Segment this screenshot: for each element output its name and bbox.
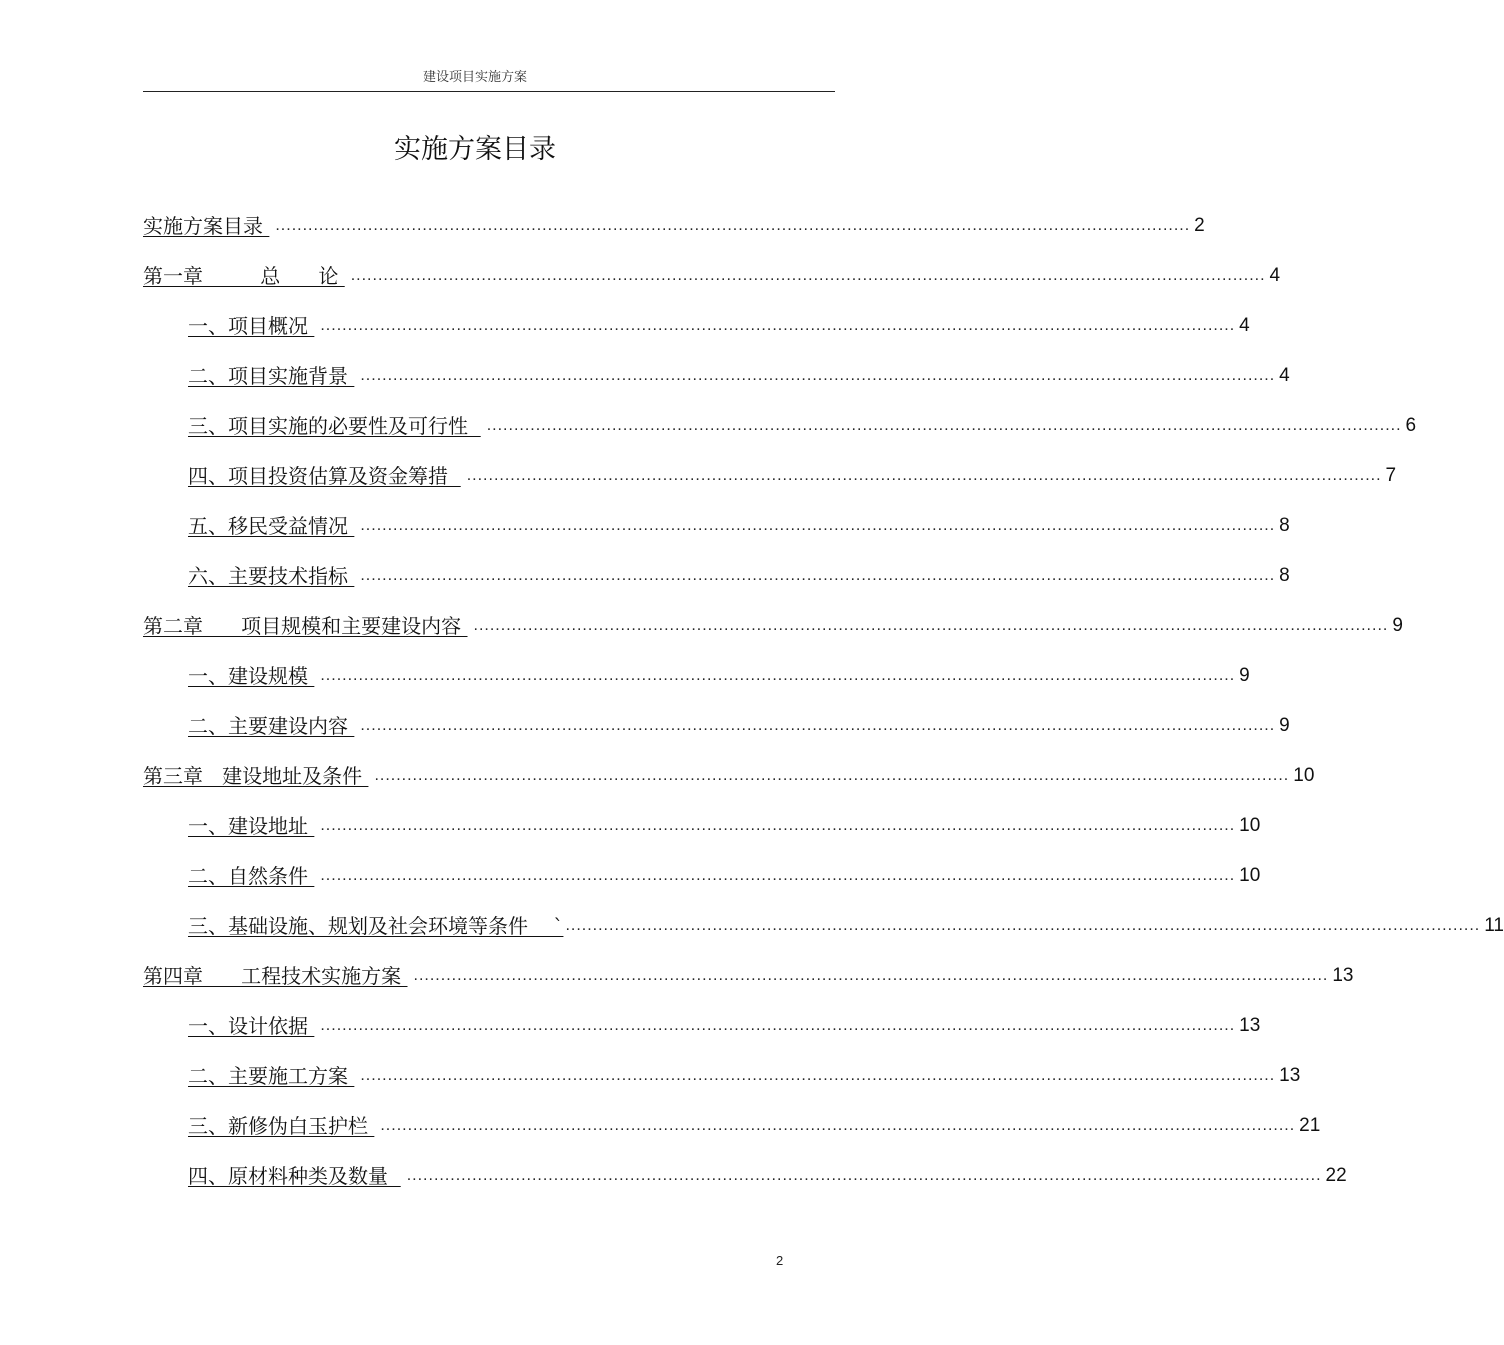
toc-entry[interactable] (188, 561, 1290, 591)
header-title: 建设项目实施方案 (422, 70, 527, 85)
toc-entry[interactable] (188, 1061, 1301, 1091)
toc-entry[interactable] (143, 211, 1205, 241)
toc-entry-page: 13 (1279, 1065, 1301, 1086)
toc-leader-dots: ........................................................................................................................................................................ (320, 317, 1236, 334)
toc-leader-dots: ........................................................................................................................................................................ (360, 367, 1276, 384)
toc-entry-label: 第二章 项目规模和主要建设内容 (143, 614, 468, 638)
toc-leader-dots: ........................................................................................................................................................................ (473, 617, 1389, 634)
toc-entry-page: 10 (1239, 865, 1261, 886)
toc-entry[interactable] (188, 511, 1290, 541)
toc-leader-dots: ........................................................................................................................................................................ (320, 817, 1236, 834)
toc-entry-label: 四、项目投资估算及资金筹措 (188, 464, 461, 488)
toc-leader-dots: ........................................................................................................................................................................ (320, 867, 1236, 884)
toc-entry[interactable] (188, 1161, 1347, 1191)
toc-entry[interactable] (188, 811, 1261, 841)
toc-entry-label: 一、设计依据 (188, 1014, 315, 1038)
toc-entry-page: 10 (1293, 765, 1315, 786)
toc-entry[interactable] (188, 361, 1290, 391)
toc-entry-page: 7 (1385, 465, 1397, 486)
toc-leader-dots: ........................................................................................................................................................................ (374, 767, 1290, 784)
page-number: 2 (776, 1253, 784, 1268)
toc-entry[interactable] (188, 461, 1397, 491)
toc-leader-dots: ........................................................................................................................................................................ (275, 217, 1191, 234)
toc-leader-dots: ........................................................................................................................................................................ (406, 1167, 1322, 1184)
toc-leader-dots: ........................................................................................................................................................................ (380, 1117, 1296, 1134)
toc-entry[interactable] (188, 711, 1290, 741)
toc-leader-dots: ........................................................................................................................................................................ (320, 667, 1236, 684)
toc-entry-label: 二、主要建设内容 (188, 714, 355, 738)
toc-entry-label: 一、建设地址 (188, 814, 315, 838)
toc-leader-dots: ........................................................................................................................................................................ (320, 1017, 1236, 1034)
toc-leader-dots: ........................................................................................................................................................................ (360, 567, 1276, 584)
toc-entry[interactable] (188, 861, 1261, 891)
page-title: 实施方案目录 (394, 134, 556, 165)
toc-entry-label: 二、自然条件 (188, 864, 315, 888)
toc-entry-label: 二、主要施工方案 (188, 1064, 355, 1088)
toc-leader-dots: ........................................................................................................................................................................ (466, 467, 1382, 484)
toc-entry-page: 21 (1299, 1115, 1321, 1136)
toc-entry-label: 二、项目实施背景 (188, 364, 355, 388)
toc-entry[interactable] (188, 911, 1504, 941)
toc-entry-label: 六、主要技术指标 (188, 564, 355, 588)
toc-entry-page: 8 (1279, 565, 1290, 586)
toc-entry-page: 8 (1279, 515, 1290, 536)
toc-entry[interactable] (188, 661, 1250, 691)
toc-leader-dots: ........................................................................................................................................................................ (565, 917, 1481, 934)
toc-entry-page: 9 (1392, 615, 1403, 636)
toc-entry-page: 13 (1332, 965, 1354, 986)
toc-entry-label: 第三章 建设地址及条件 (143, 764, 369, 788)
toc-leader-dots: ........................................................................................................................................................................ (486, 417, 1402, 434)
toc-leader-dots: ........................................................................................................................................................................ (413, 967, 1329, 984)
toc-entry-page: 9 (1279, 715, 1290, 736)
toc-leader-dots: ........................................................................................................................................................................ (360, 717, 1276, 734)
toc-entry[interactable] (143, 961, 1354, 991)
toc-entry-page: 10 (1239, 815, 1261, 836)
toc-leader-dots: ........................................................................................................................................................................ (360, 1067, 1276, 1084)
toc-entry-page: 22 (1325, 1165, 1347, 1186)
toc-entry-label: 四、原材料种类及数量 (188, 1164, 401, 1188)
toc-entry-label: 第四章 工程技术实施方案 (143, 964, 408, 988)
toc-entry-label: 三、新修伪白玉护栏 (188, 1114, 375, 1138)
toc-entry-page: 13 (1239, 1015, 1261, 1036)
toc-entry-label: 一、建设规模 (188, 664, 315, 688)
toc-entry-page: 4 (1269, 265, 1281, 286)
toc-leader-dots: ........................................................................................................................................................................ (360, 517, 1276, 534)
toc-entry[interactable] (188, 1111, 1321, 1141)
toc-entry-page: 4 (1279, 365, 1290, 386)
toc-entry[interactable] (143, 611, 1403, 641)
toc-entry-page: 4 (1239, 315, 1250, 336)
header-divider (143, 91, 835, 92)
toc-entry-page: 6 (1405, 415, 1417, 436)
toc-leader-dots: ........................................................................................................................................................................ (350, 267, 1266, 284)
toc-entry[interactable] (188, 411, 1417, 441)
toc-entry-page: 2 (1194, 215, 1205, 236)
toc-entry-label: 一、项目概况 (188, 314, 315, 338)
toc-entry[interactable] (143, 761, 1315, 791)
toc-entry-page: 9 (1239, 665, 1250, 686)
toc-entry-label: 五、移民受益情况 (188, 514, 355, 538)
toc-entry-page: 11 (1484, 915, 1504, 936)
toc-entry-label: 三、项目实施的必要性及可行性 (188, 414, 481, 438)
toc-entry-label: 实施方案目录 (143, 214, 270, 238)
toc-entry-label: 三、基础设施、规划及社会环境等条件 ˋ (188, 914, 564, 938)
toc-entry[interactable] (188, 311, 1250, 341)
toc-entry[interactable] (188, 1011, 1261, 1041)
toc-entry-label: 第一章 总 论 (143, 264, 345, 288)
toc-entry[interactable] (143, 261, 1281, 291)
